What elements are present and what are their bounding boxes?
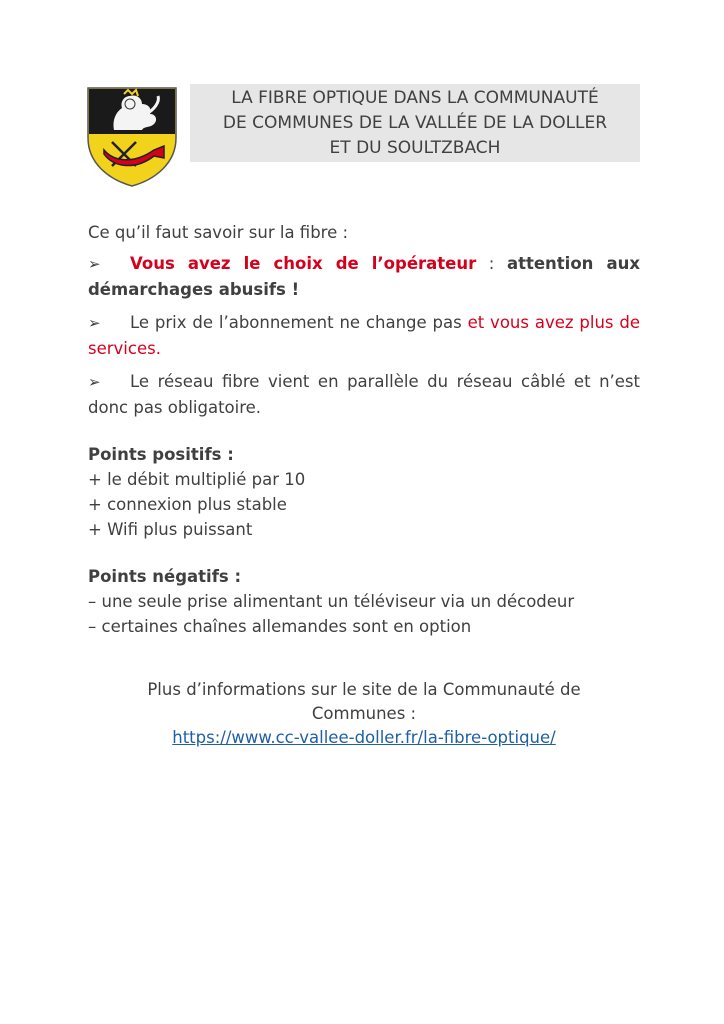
main-content — [88, 220, 640, 639]
arrow-bullet-icon: ➢ — [88, 314, 101, 332]
bullet-item — [88, 369, 640, 420]
arrow-bullet-icon: ➢ — [88, 255, 101, 273]
footer-text-line: Plus d’informations sur le site de la Communauté de — [147, 680, 581, 699]
list-item: + connexion plus stable — [88, 495, 287, 514]
positive-points-section — [88, 442, 640, 542]
list-item: + le débit multiplié par 10 — [88, 470, 306, 489]
more-info-footer — [88, 678, 640, 750]
title-line: ET DU SOULTZBACH — [329, 137, 501, 158]
bullet-colon: : — [476, 254, 507, 273]
section-heading: Points négatifs : — [88, 567, 242, 586]
bullet-text: Le réseau fibre vient en parallèle du réseau câblé et n’est donc pas obligatoire. — [88, 372, 640, 417]
footer-text-line: Communes : — [311, 704, 417, 723]
title-line: LA FIBRE OPTIQUE DANS LA COMMUNAUTÉ — [231, 87, 599, 108]
title-line: DE COMMUNES DE LA VALLÉE DE LA DOLLER — [222, 112, 608, 133]
bullet-red-text: et vous avez plus de services. — [88, 313, 640, 358]
bullet-text: Le prix de l’abonnement ne change pas — [130, 313, 468, 332]
title-banner — [190, 84, 640, 162]
bullet-bold-text: attention aux démarchages abusifs ! — [88, 254, 640, 299]
arrow-bullet-icon: ➢ — [88, 373, 101, 391]
coat-of-arms-logo — [84, 84, 180, 188]
negative-points-section — [88, 564, 640, 639]
intro-text: Ce qu’il faut savoir sur la fibre : — [88, 223, 349, 242]
page-title — [223, 86, 607, 161]
section-heading: Points positifs : — [88, 445, 234, 464]
bullet-item — [88, 251, 640, 302]
bullet-red-text: Vous avez le choix de l’opérateur — [130, 254, 477, 273]
list-item: + Wifi plus puissant — [88, 520, 253, 539]
website-link[interactable]: https://www.cc-vallee-doller.fr/la-fibre-optique/ — [172, 728, 556, 747]
list-item: – certaines chaînes allemandes sont en option — [88, 617, 472, 636]
list-item: – une seule prise alimentant un téléviseur via un décodeur — [88, 592, 575, 611]
bullet-item — [88, 310, 640, 361]
